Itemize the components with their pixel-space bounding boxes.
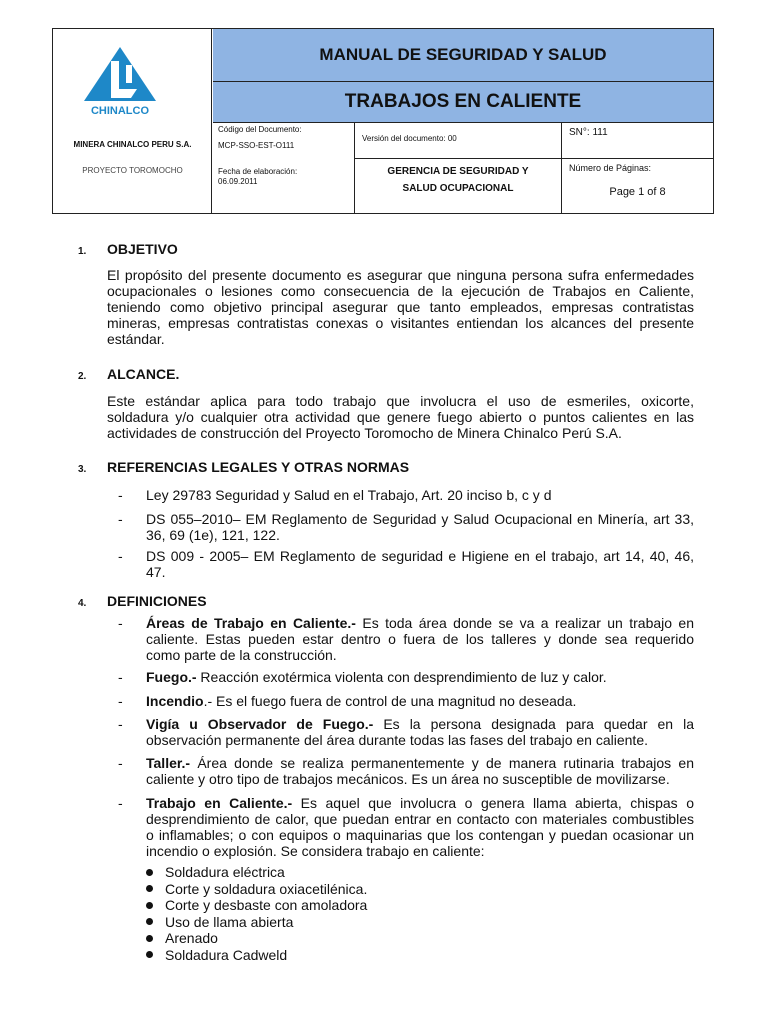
manual-title: MANUAL DE SEGURIDAD Y SALUD bbox=[213, 29, 713, 82]
project-name: PROYECTO TOROMOCHO bbox=[82, 166, 183, 175]
svg-text:CHINALCO: CHINALCO bbox=[90, 105, 150, 117]
version-text: Versión del documento: 00 bbox=[355, 123, 561, 159]
code-value: MCP-SSO-EST-O111 bbox=[218, 141, 295, 150]
bullet-list bbox=[146, 864, 367, 963]
bullet-dot-icon bbox=[146, 951, 153, 958]
paragraph-line: El propósito del presente documento es asegurar que ninguna persona sufra enfermedades bbox=[107, 267, 694, 283]
definition-text: Es toda área donde se va a realizar un trabajo en bbox=[355, 615, 694, 631]
definition-item bbox=[146, 795, 694, 859]
definition-item bbox=[146, 615, 694, 663]
department bbox=[355, 163, 561, 197]
pages-value: Page 1 of 8 bbox=[609, 186, 666, 198]
definition-term: Trabajo en Caliente.- bbox=[146, 795, 293, 811]
definition-term: Vigía u Observador de Fuego.- bbox=[146, 716, 374, 732]
definition-term: Fuego.- bbox=[146, 669, 197, 685]
bullet-dot-icon bbox=[146, 869, 153, 876]
bullet-dot-icon bbox=[146, 918, 153, 925]
list-dash: - bbox=[118, 548, 123, 564]
section-2-paragraph bbox=[107, 393, 694, 441]
bullet-dot-icon bbox=[146, 885, 153, 892]
bullet-item bbox=[146, 897, 367, 914]
section-number: 4. bbox=[78, 598, 87, 609]
bullet-text: Uso de llama abierta bbox=[165, 913, 294, 930]
code-date-cell bbox=[213, 123, 355, 214]
section-2-heading bbox=[78, 366, 179, 382]
bullet-dot-icon bbox=[146, 902, 153, 909]
definition-text: Área donde se realiza permanentemente y de manera rutinaria trabajos en bbox=[190, 755, 694, 771]
date-label: Fecha de elaboración: bbox=[218, 167, 298, 176]
definition-line: como parte de la construcción. bbox=[146, 647, 337, 663]
department-line-1: GERENCIA DE SEGURIDAD Y bbox=[387, 166, 529, 177]
definition-term: Áreas de Trabajo en Caliente.- bbox=[146, 615, 356, 631]
section-title: ALCANCE. bbox=[107, 366, 180, 382]
definition-line: observación permanente del área durante todas las fases del trabajo en caliente. bbox=[146, 732, 648, 748]
bullet-text: Corte y soldadura oxiacetilénica. bbox=[165, 880, 368, 897]
paragraph-line: actividades de construcción del Proyecto Toromocho de Minera Chinalco Perú S.A. bbox=[107, 425, 622, 441]
list-dash: - bbox=[118, 669, 123, 685]
list-dash: - bbox=[118, 487, 123, 503]
definition-item bbox=[146, 669, 694, 685]
definition-line: o inflamables; o con equipos o maquinarias que los contengan y puedan ocasionar un bbox=[146, 827, 694, 843]
section-title: DEFINICIONES bbox=[107, 593, 207, 609]
paragraph-line: mineras, empresas contratistas conexas o visitantes entiendan los alcances del presente bbox=[107, 315, 694, 331]
section-title: REFERENCIAS LEGALES Y OTRAS NORMAS bbox=[107, 459, 410, 475]
reference-item bbox=[146, 548, 694, 580]
bullet-item bbox=[146, 914, 367, 931]
bullet-text: Soldadura Cadweld bbox=[165, 946, 288, 963]
paragraph-line: ocupacionales o lesiones como consecuencia de la ejecución de Trabajos en Caliente, bbox=[107, 283, 694, 299]
logo-cell bbox=[53, 29, 212, 213]
definition-line: caliente. Estas pueden estar dentro o fuera de los talleres y donde sea requerido bbox=[146, 631, 694, 647]
list-dash: - bbox=[118, 755, 123, 771]
definition-text: Es aquel que involucra o genera llama abierta, chispas o bbox=[292, 795, 694, 811]
code-label: Código del Documento: bbox=[218, 125, 302, 134]
list-dash: - bbox=[118, 693, 123, 709]
reference-item bbox=[146, 511, 694, 543]
pages-label: Número de Páginas: bbox=[569, 163, 652, 173]
section-1-paragraph bbox=[107, 267, 694, 347]
paragraph-line: teniendo como objetivo principal asegurar que tanto empleados, empresas contratistas bbox=[107, 299, 694, 315]
definition-line: caliente y otro tipo de trabajos mecánicos. Es un área no susceptible de movilizarse. bbox=[146, 771, 670, 787]
bullet-text: Soldadura eléctrica bbox=[165, 864, 285, 880]
paragraph-line: Este estándar aplica para todo trabajo que involucra el uso de esmeriles, oxicorte, bbox=[107, 393, 694, 409]
list-dash: - bbox=[118, 795, 123, 811]
bullet-dot-icon bbox=[146, 935, 153, 942]
definition-line: incendio o explosión. Se considera trabajo en caliente: bbox=[146, 843, 485, 859]
reference-item bbox=[146, 487, 694, 503]
list-dash: - bbox=[118, 615, 123, 631]
item-line: DS 009 - 2005– EM Reglamento de seguridad e Higiene en el trabajo, art 14, 40, 46, bbox=[146, 548, 694, 564]
section-number: 3. bbox=[78, 464, 87, 475]
company-name: MINERA CHINALCO PERU S.A. bbox=[73, 140, 192, 149]
definition-text: Es la persona designada para quedar en la bbox=[373, 716, 695, 732]
list-dash: - bbox=[118, 716, 123, 732]
bullet-item bbox=[146, 947, 367, 964]
section-number: 1. bbox=[78, 246, 87, 257]
document-title: TRABAJOS EN CALIENTE bbox=[213, 82, 713, 123]
bullet-item bbox=[146, 930, 367, 947]
document-header bbox=[52, 28, 714, 214]
bullet-text: Corte y desbaste con amoladora bbox=[165, 897, 368, 913]
definition-item bbox=[146, 755, 694, 787]
list-dash: - bbox=[118, 511, 123, 527]
version-dept-cell bbox=[355, 123, 562, 214]
definition-term: Incendio bbox=[146, 693, 204, 709]
bullet-item bbox=[146, 881, 367, 898]
definition-term: Taller.- bbox=[146, 755, 191, 771]
section-4-heading bbox=[78, 593, 207, 609]
sn-pages-cell bbox=[562, 123, 713, 214]
bullet-text: Arenado bbox=[165, 930, 218, 946]
definition-text: .- Es el fuego fuera de control de una magnitud no deseada. bbox=[203, 693, 577, 709]
definition-text: Reacción exotérmica violenta con desprendimiento de luz y calor. bbox=[196, 669, 607, 685]
date-value: 06.09.2011 bbox=[218, 177, 258, 186]
definition-item bbox=[146, 716, 694, 748]
definition-line: desprendimiento de calor, que puedan entrar en contacto con materiales combustibles bbox=[146, 811, 694, 827]
section-number: 2. bbox=[78, 371, 87, 382]
bullet-item bbox=[146, 864, 367, 881]
sn-text: SN°: 111 bbox=[562, 123, 713, 159]
item-line: 47. bbox=[146, 564, 166, 580]
definition-item bbox=[146, 693, 694, 709]
chinalco-logo bbox=[80, 43, 160, 117]
section-3-heading bbox=[78, 459, 409, 475]
paragraph-line: soldadura y/o cualquier otra actividad que genere fuego abierto o puntos calientes en las bbox=[107, 409, 694, 425]
section-1-heading bbox=[78, 241, 178, 257]
section-title: OBJETIVO bbox=[107, 241, 178, 257]
item-line: Ley 29783 Seguridad y Salud en el Trabajo, Art. 20 inciso b, c y d bbox=[146, 487, 552, 503]
item-line: DS 055–2010– EM Reglamento de Seguridad y Salud Ocupacional en Minería, art 33, bbox=[146, 511, 694, 527]
paragraph-line: estándar. bbox=[107, 331, 165, 347]
item-line: 36, 69 (1e), 121, 122. bbox=[146, 527, 280, 543]
department-line-2: SALUD OCUPACIONAL bbox=[402, 183, 514, 194]
